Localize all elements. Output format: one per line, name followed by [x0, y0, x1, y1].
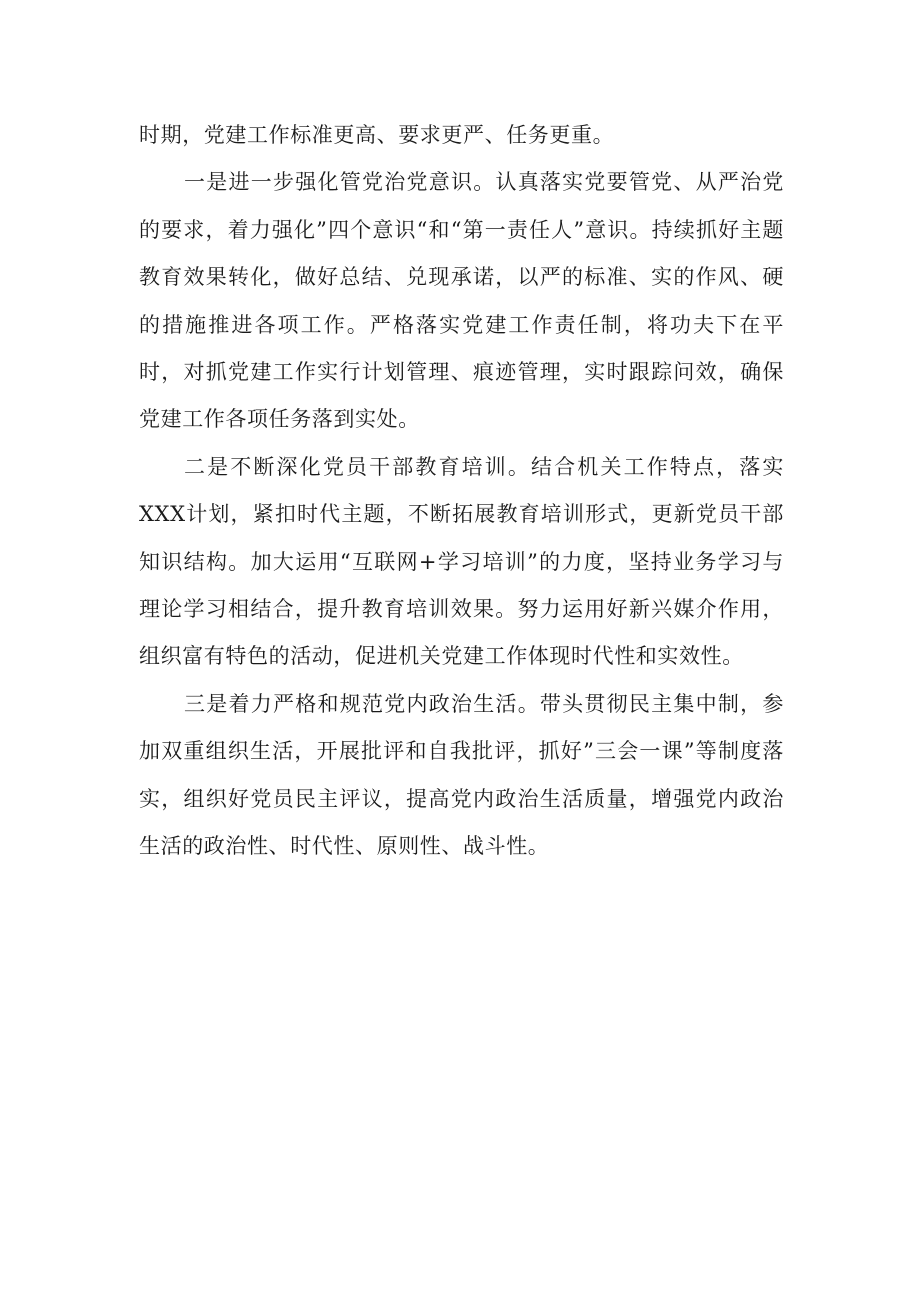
paragraph-two: 二是不断深化党员干部教育培训。结合机关工作特点，落实XXX计划，紧扣时代主题，不断拓展教育培训形式，更新党员干部知识结构。加大运用“互联网+学习培训”的力度，坚持业务学习与理论学习相结合，提升教育培训效果。努力运用好新兴媒介作用，组织富有特色的活动，促进机关党建工作体现时代性和实效性。 — [139, 454, 784, 669]
paragraph-three: 三是着力严格和规范党内政治生活。带头贯彻民主集中制，参加双重组织生活，开展批评和自我批评，抓好”三会一课”等制度落实，组织好党员民主评议，提高党内政治生活质量，增强党内政治生活的政治性、时代性、原则性、战斗性。 — [139, 691, 784, 859]
document-body — [139, 112, 784, 871]
paragraph-one: 一是进一步强化管党治党意识。认真落实党要管党、从严治党的要求，着力强化”四个意识“和“第一责任人”意识。持续抓好主题教育效果转化，做好总结、兑现承诺，以严的标准、实的作风、硬的措施推进各项工作。严格落实党建工作责任制，将功夫下在平时，对抓党建工作实行计划管理、痕迹管理，实时跟踪问效，确保党建工作各项任务落到实处。 — [139, 170, 784, 432]
paragraph-continuation: 时期，党建工作标准更高、要求更严、任务更重。 — [139, 123, 615, 147]
